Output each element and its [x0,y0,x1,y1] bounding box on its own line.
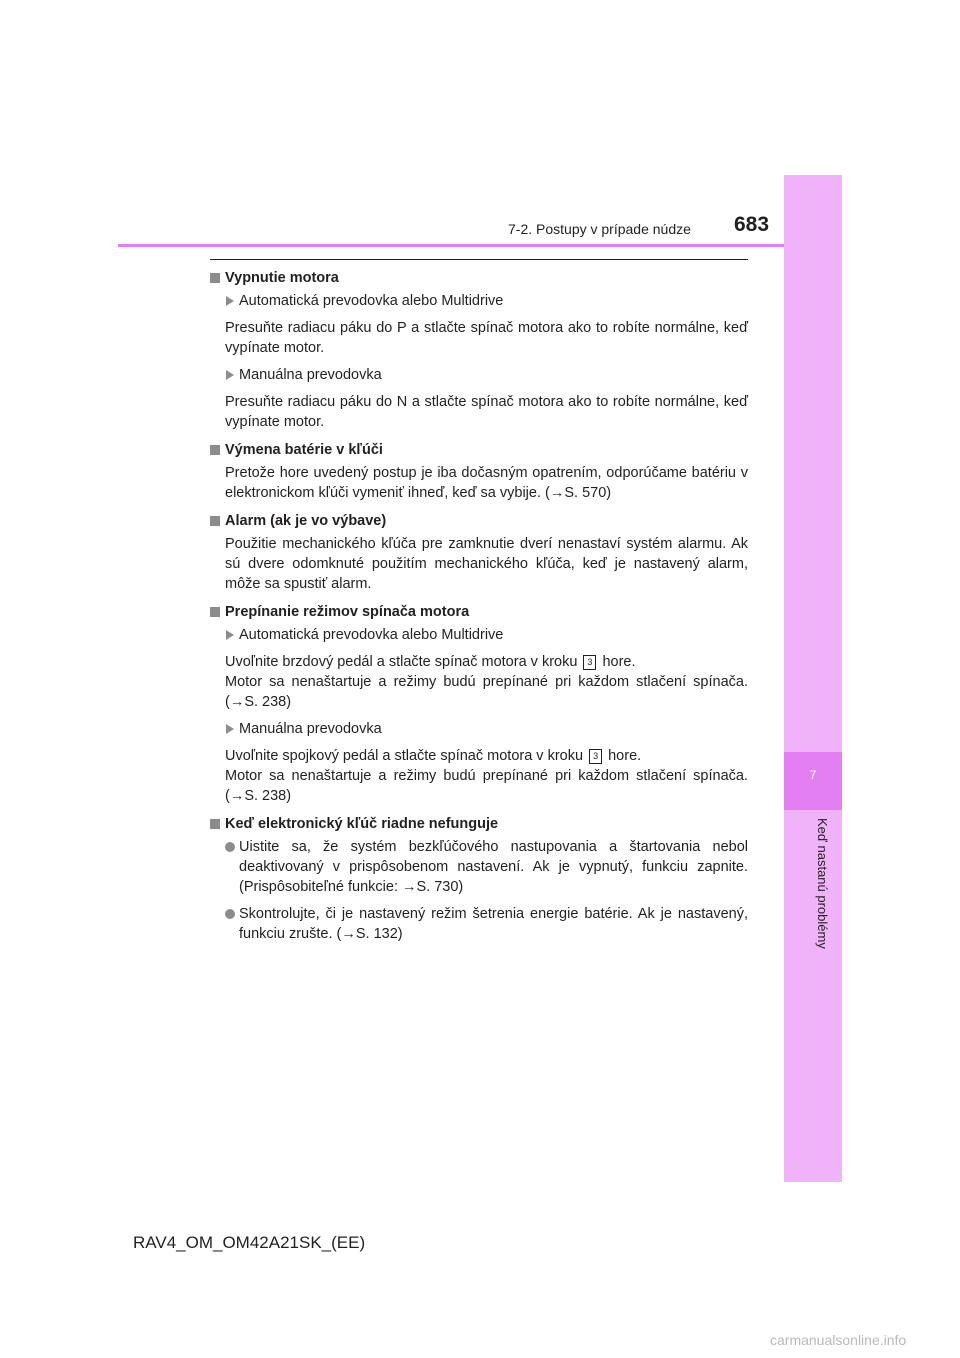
triangle-bullet-icon [226,630,234,640]
subheading-automatic: Automatická prevodovka alebo Multidrive [225,291,748,311]
watermark: carmanualsonline.info [770,1332,907,1348]
paragraph: Presuňte radiacu páku do N a stlačte spínač motora ako to robíte normálne, keď vypínate motor. [225,394,748,430]
section-title: 7-2. Postupy v prípade núdze [508,221,691,237]
list-item: Skontrolujte, či je nastavený režim šetrenia energie batérie. Ak je nastavený, funkciu zrušte. (→S. 132) [225,904,748,944]
subheading-manual: Manuálna prevodovka [225,719,748,739]
heading-switch-modes: Prepínanie režimov spínača motora [210,602,748,622]
subheading-automatic: Automatická prevodovka alebo Multidrive [225,625,748,645]
square-bullet-icon [210,819,220,829]
heading-engine-off: Vypnutie motora [210,268,748,288]
square-bullet-icon [210,607,220,617]
triangle-bullet-icon [226,370,234,380]
content-rule [210,259,748,260]
step-number-box: 3 [583,655,596,670]
paragraph: Pretože hore uvedený postup je iba dočasným opatrením, odporúčame batériu v elektronickom kľúči vymeniť ihneď, keď sa vybije. (→S. 570) [225,465,748,501]
chapter-tab[interactable] [784,752,842,810]
triangle-bullet-icon [226,296,234,306]
header-rule [118,244,784,247]
chapter-sidebar [784,175,842,1182]
page-content [210,268,748,944]
subheading-manual: Manuálna prevodovka [225,365,748,385]
square-bullet-icon [210,273,220,283]
circle-bullet-icon [225,909,235,919]
heading-key-battery: Výmena batérie v kľúči [210,440,748,460]
paragraph: Uvoľnite brzdový pedál a stlačte spínač motora v kroku 3 hore. Motor sa nenaštartuje a režimy budú prepínané pri každom stlačení spínača. (→S. 238) [225,654,748,710]
chapter-number: 7 [809,768,817,782]
document-code: RAV4_OM_OM42A21SK_(EE) [133,1233,366,1252]
step-number-box: 3 [589,749,602,764]
paragraph: Použitie mechanického kľúča pre zamknutie dverí nenastaví systém alarmu. Ak sú dvere odomknuté použitím mechanického kľúča, keď je nastavený alarm, môže sa spustiť alarm. [225,536,748,592]
paragraph: Presuňte radiacu páku do P a stlačte spínač motora ako to robíte normálne, keď vypínate motor. [225,320,748,356]
circle-bullet-icon [225,842,235,852]
heading-alarm: Alarm (ak je vo výbave) [210,511,748,531]
page-number: 683 [734,213,770,236]
square-bullet-icon [210,516,220,526]
paragraph: Uvoľnite spojkový pedál a stlačte spínač motora v kroku 3 hore. Motor sa nenaštartuje a režimy budú prepínané pri každom stlačení spínača. (→S. 238) [225,748,748,804]
heading-key-malfunction: Keď elektronický kľúč riadne nefunguje [210,814,748,834]
square-bullet-icon [210,445,220,455]
list-item: Uistite sa, že systém bezkľúčového nastupovania a štartovania nebol deaktivovaný v prispôsobenom nastavení. Ak je vypnutý, funkciu zapnite. (Prispôsobiteľné funkcie: →S. 730) [225,837,748,897]
triangle-bullet-icon [226,724,234,734]
chapter-title: Keď nastanú problémy [815,818,830,949]
